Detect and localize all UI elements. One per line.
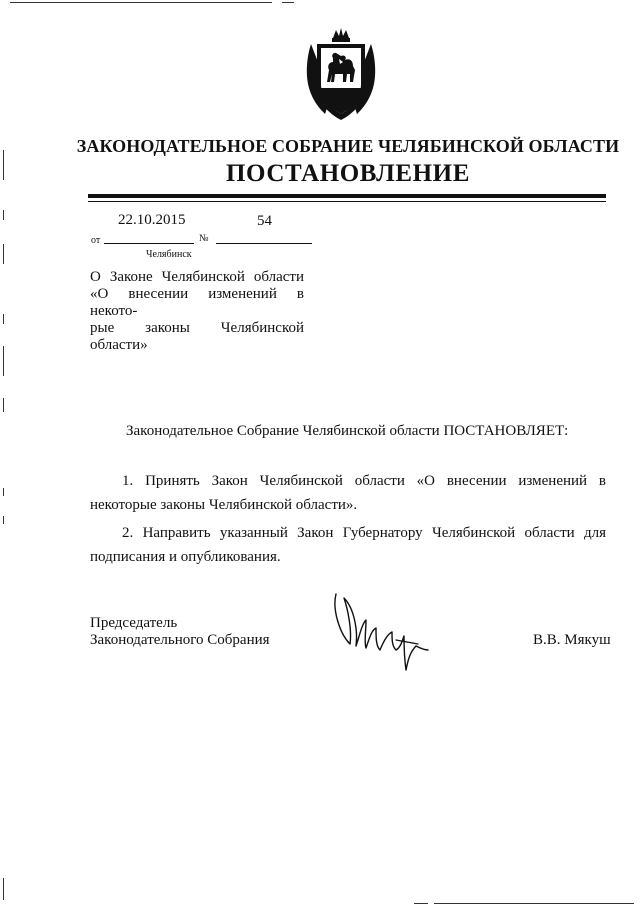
number-underline xyxy=(216,243,312,244)
city-label: Челябинск xyxy=(146,249,192,260)
scan-mark-left xyxy=(3,878,4,900)
signer-title xyxy=(90,615,270,649)
subject-line: рые законы Челябинской области» xyxy=(90,320,304,353)
subject-line: О Законе Челябинской области xyxy=(90,269,304,285)
scan-mark-left xyxy=(3,488,4,496)
resolution-item-1: 1. Принять Закон Челябинской области «О внесении изменений в некоторые законы Челябинской области». xyxy=(90,473,606,513)
signer-title-line2: Законодательного Собрания xyxy=(90,632,270,648)
subject-line: «О внесении изменений в некото- xyxy=(90,286,304,319)
resolution-item-2: 2. Направить указанный Закон Губернатору Челябинской области для подписания и опубликования. xyxy=(90,525,606,565)
document-type-title: ПОСТАНОВЛЕНИЕ xyxy=(225,160,471,187)
date-label: от xyxy=(91,235,101,246)
date-value: 22.10.2015 xyxy=(118,212,186,228)
scan-mark-left xyxy=(3,516,4,524)
coat-of-arms-emblem xyxy=(303,26,379,122)
scan-mark-left xyxy=(3,314,4,324)
scan-mark-left xyxy=(3,398,4,412)
document-subject xyxy=(90,269,304,354)
scan-mark-left xyxy=(3,210,4,220)
number-label: № xyxy=(199,233,209,244)
header-rule-thick xyxy=(88,194,606,198)
scan-mark-bottom xyxy=(434,903,634,904)
scan-mark-left xyxy=(3,346,4,376)
scan-mark-left xyxy=(3,244,4,264)
organization-title: ЗАКОНОДАТЕЛЬНОЕ СОБРАНИЕ ЧЕЛЯБИНСКОЙ ОБЛАСТИ xyxy=(76,136,620,156)
decree-intro: Законодательное Собрание Челябинской области ПОСТАНОВЛЯЕТ: xyxy=(126,423,569,439)
handwritten-signature xyxy=(330,590,430,678)
date-underline xyxy=(104,243,194,244)
resolution-body xyxy=(90,469,606,569)
signer-name: В.В. Мякуш xyxy=(533,632,611,648)
signer-title-line1: Председатель xyxy=(90,615,178,631)
header-rule-thin xyxy=(88,201,606,202)
scan-mark-bottom xyxy=(414,903,428,904)
scan-mark-top xyxy=(10,2,272,3)
scan-mark-top-short xyxy=(282,2,294,3)
number-value: 54 xyxy=(257,213,272,229)
